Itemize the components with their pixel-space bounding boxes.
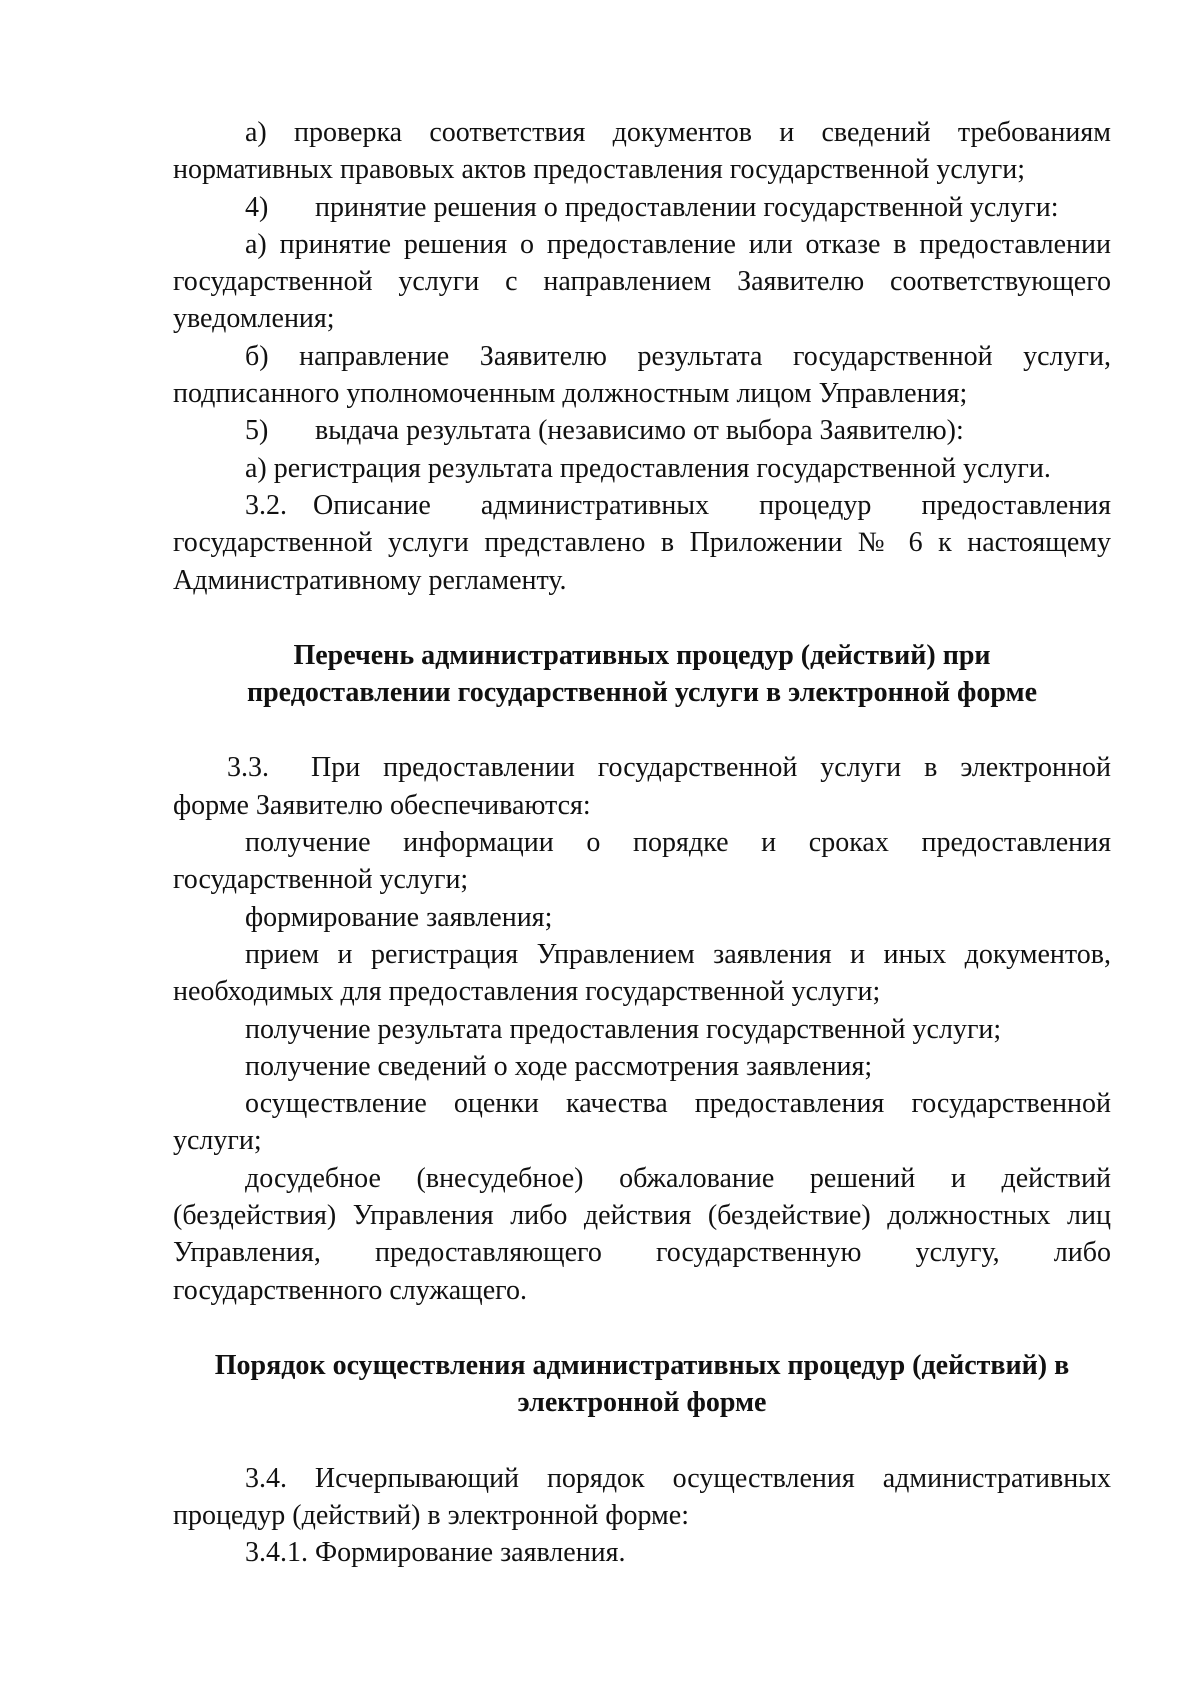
list-item-forming: [173, 899, 1111, 936]
list-item-text: осуществление оценки качества предоставления государственной услуги;: [173, 1088, 1111, 1157]
list-item-text: прием и регистрация Управлением заявления и иных документов, необходимых для предоставления государственной услуги;: [173, 938, 1111, 1008]
item-text: принятие решения о предоставлении государственной услуги:: [315, 191, 1059, 223]
heading-line: Порядок осуществления административных процедур (действий) в: [214, 1349, 1070, 1381]
item-number: 5): [245, 415, 269, 447]
heading-line: Перечень административных процедур (действий) при: [293, 639, 991, 671]
paragraph-text: Описание административных процедур предоставления государственной услуги представлено в Приложении № 6 к настоящему Административному регламенту.: [173, 489, 1111, 596]
paragraph-3-2: [173, 487, 1111, 599]
document-body: [173, 114, 1111, 1571]
paragraph-text: а) проверка соответствия документов и сведений требованиям нормативных правовых актов предоставления государственной услуги;: [173, 117, 1111, 186]
numbered-item-4: [173, 189, 1111, 226]
section-heading-1: [173, 637, 1111, 712]
paragraph-item-a-registration: [173, 450, 1111, 487]
paragraph-number: 3.3.: [227, 752, 269, 784]
paragraph-text: а) принятие решения о предоставление или отказе в предоставлении государственной услуги с направлением Заявителю соответствующего уведомления;: [173, 228, 1111, 335]
list-item-result: [173, 1011, 1111, 1048]
list-item-info: [173, 824, 1111, 899]
list-item-status: [173, 1048, 1111, 1085]
heading-line: предоставлении государственной услуги в электронной форме: [246, 677, 1038, 709]
item-number: 4): [245, 191, 269, 223]
list-item-quality: [173, 1085, 1111, 1160]
paragraph-3-3: [173, 749, 1111, 824]
paragraph-item-a-decision: [173, 226, 1111, 338]
paragraph-item-b-direction: [173, 338, 1111, 413]
list-item-text: досудебное (внесудебное) обжалование решений и действий (бездействия) Управления либо действия (бездействие) должностных лиц Управления, предоставляющего государственную услугу, либо государственного служащего.: [173, 1162, 1111, 1306]
list-item-text: получение информации о порядке и сроках предоставления государственной услуги;: [173, 827, 1111, 896]
section-heading-2: [173, 1347, 1111, 1422]
numbered-item-5: [173, 412, 1111, 449]
list-item-text: формирование заявления;: [245, 901, 553, 933]
paragraph-number: 3.2.: [245, 489, 287, 521]
spacer: [173, 1422, 1111, 1460]
list-item-text: получение результата предоставления государственной услуги;: [245, 1013, 1002, 1045]
paragraph-text: 3.4. Исчерпывающий порядок осуществления административных процедур (действий) в электронной форме:: [173, 1462, 1111, 1531]
paragraph-item-a-check: [173, 114, 1111, 189]
heading-line: электронной форме: [517, 1387, 767, 1419]
paragraph-text: 3.4.1. Формирование заявления.: [245, 1537, 626, 1569]
list-item-reception: [173, 936, 1111, 1011]
paragraph-text: При предоставлении государственной услуги в электронной форме Заявителю обеспечиваются:: [173, 752, 1111, 821]
spacer: [173, 711, 1111, 749]
spacer: [173, 599, 1111, 637]
spacer: [173, 1309, 1111, 1347]
paragraph-3-4-1: [173, 1534, 1111, 1571]
item-text: выдача результата (независимо от выбора Заявителю):: [315, 415, 964, 447]
paragraph-text: б) направление Заявителю результата государственной услуги, подписанного уполномоченным должностным лицом Управления;: [173, 340, 1111, 410]
paragraph-text: а) регистрация результата предоставления государственной услуги.: [245, 452, 1051, 484]
list-item-text: получение сведений о ходе рассмотрения заявления;: [245, 1050, 873, 1082]
paragraph-3-4: [173, 1460, 1111, 1535]
list-item-appeal: [173, 1160, 1111, 1309]
